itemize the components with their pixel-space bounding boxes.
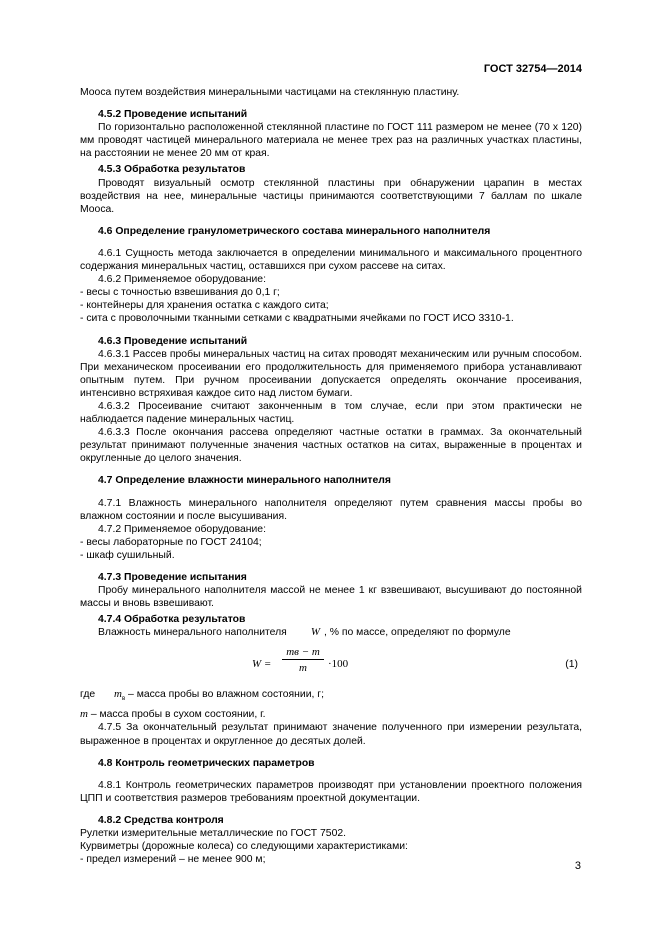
where-label: где [80, 689, 96, 701]
heading-4-7-3: 4.7.3 Проведение испытания [98, 572, 247, 583]
document-body [80, 86, 582, 866]
formula-denominator: m [299, 662, 307, 675]
variable-m-dry: m [80, 708, 88, 721]
list-item: - контейнеры для хранения остатка с каждого сита; [80, 300, 329, 312]
variable-definition: m – масса пробы в сухом состоянии, г. [80, 708, 266, 721]
heading-4-8-2: 4.8.2 Средства контроля [98, 814, 224, 826]
paragraph-4-6-2: 4.6.2 Применяемое оборудование: [98, 274, 266, 286]
paragraph-4-7-1: 4.7.1 Влажность минерального наполнителя определяют путем сравнения массы пробы во влажном состоянии и после высушивания. [80, 497, 582, 522]
standard-header: ГОСТ 32754—2014 [483, 63, 582, 75]
heading-4-7: 4.7 Определение влажности минерального наполнителя [98, 475, 391, 487]
heading-4-8: 4.8 Контроль геометрических параметров [98, 757, 315, 769]
paragraph-4-7-2: 4.7.2 Применяемое оборудование: [98, 523, 266, 535]
paragraph-4-6-3-1: 4.6.3.1 Рассев пробы минеральных частиц на ситах проводят механическим или ручным способом. При механическом просеивании его продолжительность для применяемого прибора устанавливают опытным путем. При ручном просеивании допускается определять окончание просеивания, интенсивно встряхивая каждое сито над листом бумаги. [80, 348, 582, 399]
heading-4-5-2: 4.5.2 Проведение испытаний [98, 109, 248, 121]
page-number: 3 [574, 860, 581, 872]
paragraph-continuation: Мооса путем воздействия минеральными частицами на стеклянную пластину. [80, 87, 460, 98]
paragraph-4-5-2: По горизонтально расположенной стеклянной пластине по ГОСТ 111 размером не менее (70 x 120) мм проводят частицей минерального материала не менее трех раз на различных участках пластины, на расстоянии не менее 20 мм от края. [80, 122, 582, 160]
list-item: - весы лабораторные по ГОСТ 24104; [80, 536, 262, 548]
list-item: Курвиметры (дорожные колеса) со следующими характеристиками: [80, 841, 408, 853]
paragraph-4-7-3: Пробу минерального наполнителя массой не менее 1 кг взвешивают, высушивают до постоянной массы и вновь взвешивают. [80, 585, 582, 610]
formula-numerator: mв − m [286, 646, 320, 659]
list-item: - шкаф сушильный. [80, 549, 175, 561]
paragraph-4-6-3-3: 4.6.3.3 После окончания рассева определяют частные остатки в граммах. За окончательный результат принимают полученные значения частных остатков на ситах, выраженные в процентах и округленные до целого значения. [80, 427, 582, 465]
formula-block [80, 645, 582, 683]
paragraph-4-6-3-2: 4.6.3.2 Просеивание считают законченным в том случае, если при этом практически не наблюдается падение минеральных частиц. [80, 400, 582, 426]
list-item: - сита с проволочными тканными сетками с квадратными ячейками по ГОСТ ИСО 3310-1. [80, 313, 514, 325]
formula-fraction [282, 645, 324, 674]
variable-definition: где $m_в$ – масса пробы во влажном состоянии, г; [80, 688, 324, 703]
variable-w: W [310, 626, 320, 639]
paragraph-4-8-1: 4.8.1 Контроль геометрических параметров производят при установлении проектного положения ЦПП и соответствия размеров требованиям проектной документации. [80, 779, 582, 804]
formula-number: (1) [565, 659, 578, 671]
heading-4-6: 4.6 Определение гранулометрического состава минерального наполнителя [98, 225, 491, 237]
list-item: Рулетки измерительные металлические по ГОСТ 7502. [80, 828, 347, 840]
heading-4-7-4: 4.7.4 Обработка результатов [98, 614, 246, 626]
variable-m-wet: m [114, 688, 122, 701]
heading-4-5-3: 4.5.3 Обработка результатов [98, 164, 246, 176]
formula-intro: Влажность минерального наполнителя W , % по массе, определяют по формуле [98, 626, 511, 639]
formula-lhs: W = [252, 658, 272, 671]
paragraph-4-5-3: Проводят визуальный осмотр стеклянной пластины при обнаружении царапин в местах воздействия на нее, минеральные частицы принимаются соответствующими 7 баллам по шкале Мооса. [80, 177, 582, 215]
paragraph-4-7-5: 4.7.5 За окончательный результат принимают значение полученного при измерении результата, выраженное в процентах и округленное до десятых долей. [80, 722, 582, 747]
heading-4-6-3: 4.6.3 Проведение испытаний [98, 335, 248, 347]
paragraph-4-6-1: 4.6.1 Сущность метода заключается в определении минимального и максимального процентного содержания минеральных частиц, оставшихся при сухом рассеве на ситах. [80, 247, 582, 273]
list-item: - предел измерений – не менее 900 м; [80, 854, 266, 866]
formula-multiplier: ·100 [328, 658, 349, 671]
list-item: - весы с точностью взвешивания до 0,1 г; [80, 287, 280, 299]
